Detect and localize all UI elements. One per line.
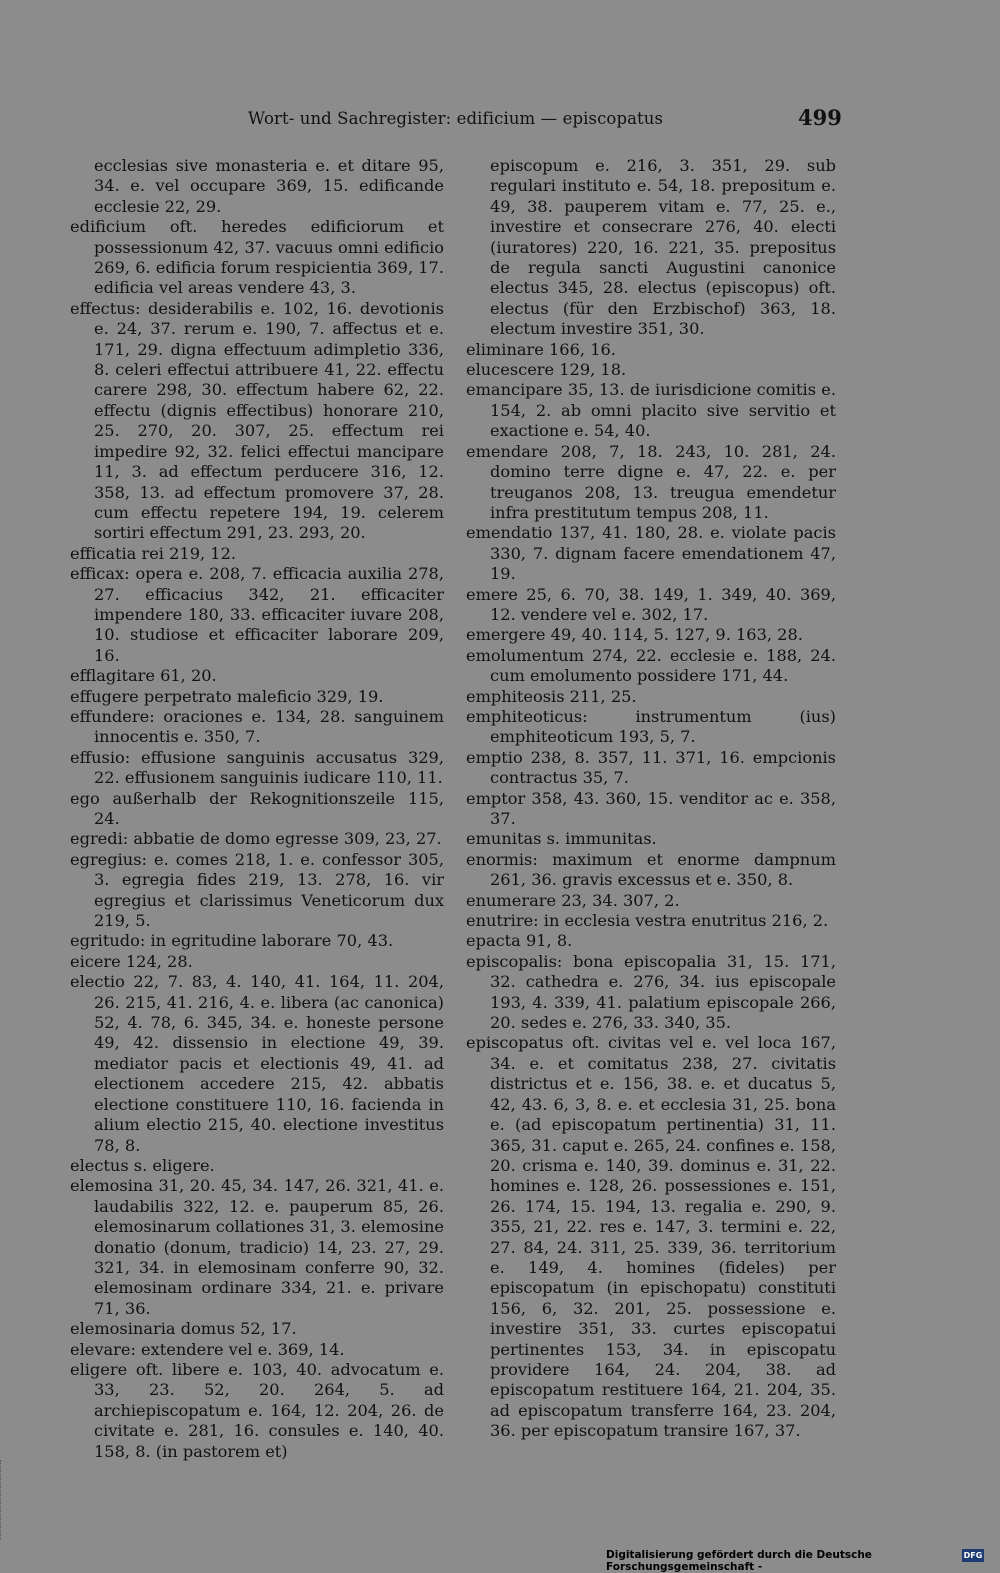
index-entry: episcopum e. 216, 3. 351, 29. sub regulari instituto e. 54, 18. prepositum e. 49, 38. pauperem vitam e. 77, 25. e., investire et consecrare 276, 40. electi (iuratores) 220, 16. 221, 35. prepositus de regula sancti Augustini canonice electus 345, 28. electus (episcopus) oft. electus (für den Erzbischof) 363, 18. electum investire 351, 30.: [490, 156, 836, 339]
index-entry: edificium oft. heredes edificiorum et possessionum 42, 37. vacuus omni edificio 269, 6. edificia forum respicientia 369, 17. edificia vel areas vendere 43, 3.: [70, 217, 444, 298]
scan-margin-marks: [0, 1460, 5, 1540]
index-entry: effundere: oraciones e. 134, 28. sanguinem innocentis e. 350, 7.: [70, 706, 444, 747]
index-column-left: [70, 156, 444, 1462]
index-entry: effusio: effusione sanguinis accusatus 329, 22. effusionem sanguinis iudicare 110, 11.: [70, 747, 444, 788]
index-entry: emergere 49, 40. 114, 5. 127, 9. 163, 28.: [466, 625, 803, 645]
index-entry: elevare: extendere vel e. 369, 14.: [70, 1339, 345, 1359]
index-entry: eliminare 166, 16.: [466, 339, 616, 359]
running-head: Wort- und Sachregister: edificium — episcopatus: [248, 109, 664, 128]
page-header: [0, 105, 1000, 135]
index-entry: electus s. eligere.: [70, 1155, 215, 1175]
index-entry: emolumentum 274, 22. ecclesie e. 188, 24. cum emolumento possidere 171, 44.: [466, 645, 836, 686]
dfg-logo: DFG: [963, 1551, 983, 1560]
index-entry: effectus: desiderabilis e. 102, 16. devotionis e. 24, 37. rerum e. 190, 7. affectus et e. 171, 29. digna effectuum adimpletio 336, 8. celeri effectui attribuere 41, 22. effectu carere 298, 30. effectum habere 62, 22. effectu (dignis effectibus) honorare 210, 25. 270, 20. 307, 25. effectum rei impedire 92, 32. felici effectui mancipare 11, 3. ad effectum perducere 316, 12. 358, 13. ad effectum promovere 37, 28. cum effectu repetere 194, 19. celerem sortiri effectum 291, 23. 293, 20.: [70, 298, 444, 543]
index-entry: effugere perpetrato maleficio 329, 19.: [70, 686, 384, 706]
index-entry: elemosina 31, 20. 45, 34. 147, 26. 321, 41. e. laudabilis 322, 12. e. pauperum 85, 26. elemosinarum collationes 31, 3. elemosine donatio (donum, tradicio) 14, 23. 27, 29. 321, 34. in elemosinam conferre 90, 32. elemosinam ordinare 334, 21. e. privare 71, 36.: [70, 1176, 444, 1318]
index-entry: epacta 91, 8.: [466, 931, 573, 951]
index-entry: emptio 238, 8. 357, 11. 371, 16. empcionis contractus 35, 7.: [466, 747, 836, 788]
index-entry: emancipare 35, 13. de iurisdicione comitis e. 154, 2. ab omni placito sive servitio et exactione e. 54, 40.: [466, 380, 836, 441]
index-entry: efficatia rei 219, 12.: [70, 543, 237, 563]
index-entry: emendare 208, 7, 18. 243, 10. 281, 24. domino terre digne e. 47, 22. e. per treuganos 208, 13. treugua emendetur infra prestitutum tempus 208, 11.: [466, 441, 836, 522]
index-entry: episcopalis: bona episcopalia 31, 15. 171, 32. cathedra e. 276, 34. ius episcopale 193, 4. 339, 41. palatium episcopale 266, 20. sedes e. 276, 33. 340, 35.: [466, 951, 836, 1033]
index-entry: episcopatus oft. civitas vel e. vel loca 167, 34. e. et comitatus 238, 27. civitatis districtus et e. 156, 38. e. et ducatus 5, 42, 43. 6, 3, 8. e. et ecclesia 31, 25. bona e. (ad episcopatum pertinentia) 31, 11. 365, 31. caput e. 265, 24. confines e. 158, 20. crisma e. 140, 39. dominus e. 31, 22. homines e. 128, 26. possessiones e. 151, 26. 174, 15. 194, 13. regalia e. 290, 9. 355, 21, 22. res e. 147, 3. termini e. 22, 27. 84, 24. 311, 25. 339, 36. territorium e. 149, 4. homines (fideles) per episcopatum (in epischopatu) constituti 156, 6, 32. 201, 25. possessione e. investire 351, 33. curtes episcopatui pertinentes 153, 34. in episcopatu providere 164, 24. 204, 38. ad episcopatum restituere 164, 21. 204, 35. ad episcopatum transferre 164, 23. 204, 36. per episcopatum transire 167, 37.: [466, 1033, 836, 1441]
index-entry: electio 22, 7. 83, 4. 140, 41. 164, 11. 204, 26. 215, 41. 216, 4. e. libera (ac canonica) 52, 4. 78, 6. 345, 34. e. honeste persone 49, 42. dissensio in electione 49, 39. mediator pacis et electionis 49, 41. ad electionem accedere 215, 42. abbatis electione constituere 110, 16. facienda in alium electio 215, 40. electione investitus 78, 8.: [70, 972, 444, 1155]
index-entry: emendatio 137, 41. 180, 28. e. violate pacis 330, 7. dignam facere emendationem 47, 19.: [466, 523, 836, 584]
index-entry: ecclesias sive monasteria e. et ditare 95, 34. e. vel occupare 369, 15. edificande ecclesie 22, 29.: [94, 156, 444, 216]
index-entry: eicere 124, 28.: [70, 951, 193, 971]
index-entry: eligere oft. libere e. 103, 40. advocatum e. 33, 23. 52, 20. 264, 5. ad archiepiscopatum e. 164, 12. 204, 26. de civitate e. 281, 16. consules e. 140, 40. 158, 8. (in pastorem et): [70, 1359, 444, 1461]
funding-footer: Digitalisierung gefördert durch die Deutsche Forschungsgemeinschaft -: [606, 1549, 872, 1573]
index-entry: enormis: maximum et enorme dampnum 261, 36. gravis excessus et e. 350, 8.: [466, 849, 836, 890]
index-entry: egritudo: in egritudine laborare 70, 43.: [70, 931, 394, 951]
index-column-right: [466, 156, 836, 1442]
index-entry: egredi: abbatie de domo egresse 309, 23, 27.: [70, 829, 442, 849]
index-entry: emptor 358, 43. 360, 15. venditor ac e. 358, 37.: [466, 788, 836, 828]
index-entry: enumerare 23, 34. 307, 2.: [466, 890, 680, 910]
index-entry: ego außerhalb der Rekognitionszeile 115, 24.: [70, 788, 444, 828]
index-entry: egregius: e. comes 218, 1. e. confessor 305, 3. egregia fides 219, 13. 278, 16. vir egregius et clarissimus Veneticorum dux 219, 5.: [70, 849, 444, 931]
index-entry: elemosinaria domus 52, 17.: [70, 1319, 297, 1339]
index-entry: emphiteosis 211, 25.: [466, 686, 637, 706]
index-entry: emere 25, 6. 70, 38. 149, 1. 349, 40. 369, 12. vendere vel e. 302, 17.: [466, 584, 836, 624]
index-entry: emunitas s. immunitas.: [466, 829, 657, 849]
index-entry: emphiteoticus: instrumentum (ius) emphiteoticum 193, 5, 7.: [466, 706, 836, 747]
index-entry: efficax: opera e. 208, 7. efficacia auxilia 278, 27. efficacius 342, 21. efficaciter impendere 180, 33. efficaciter iuvare 208, 10. studiose et efficaciter laborare 209, 16.: [70, 564, 444, 665]
page-number: 499: [798, 105, 842, 130]
index-entry: efflagitare 61, 20.: [70, 666, 217, 686]
index-entry: enutrire: in ecclesia vestra enutritus 216, 2.: [466, 911, 829, 931]
index-entry: elucescere 129, 18.: [466, 360, 627, 380]
